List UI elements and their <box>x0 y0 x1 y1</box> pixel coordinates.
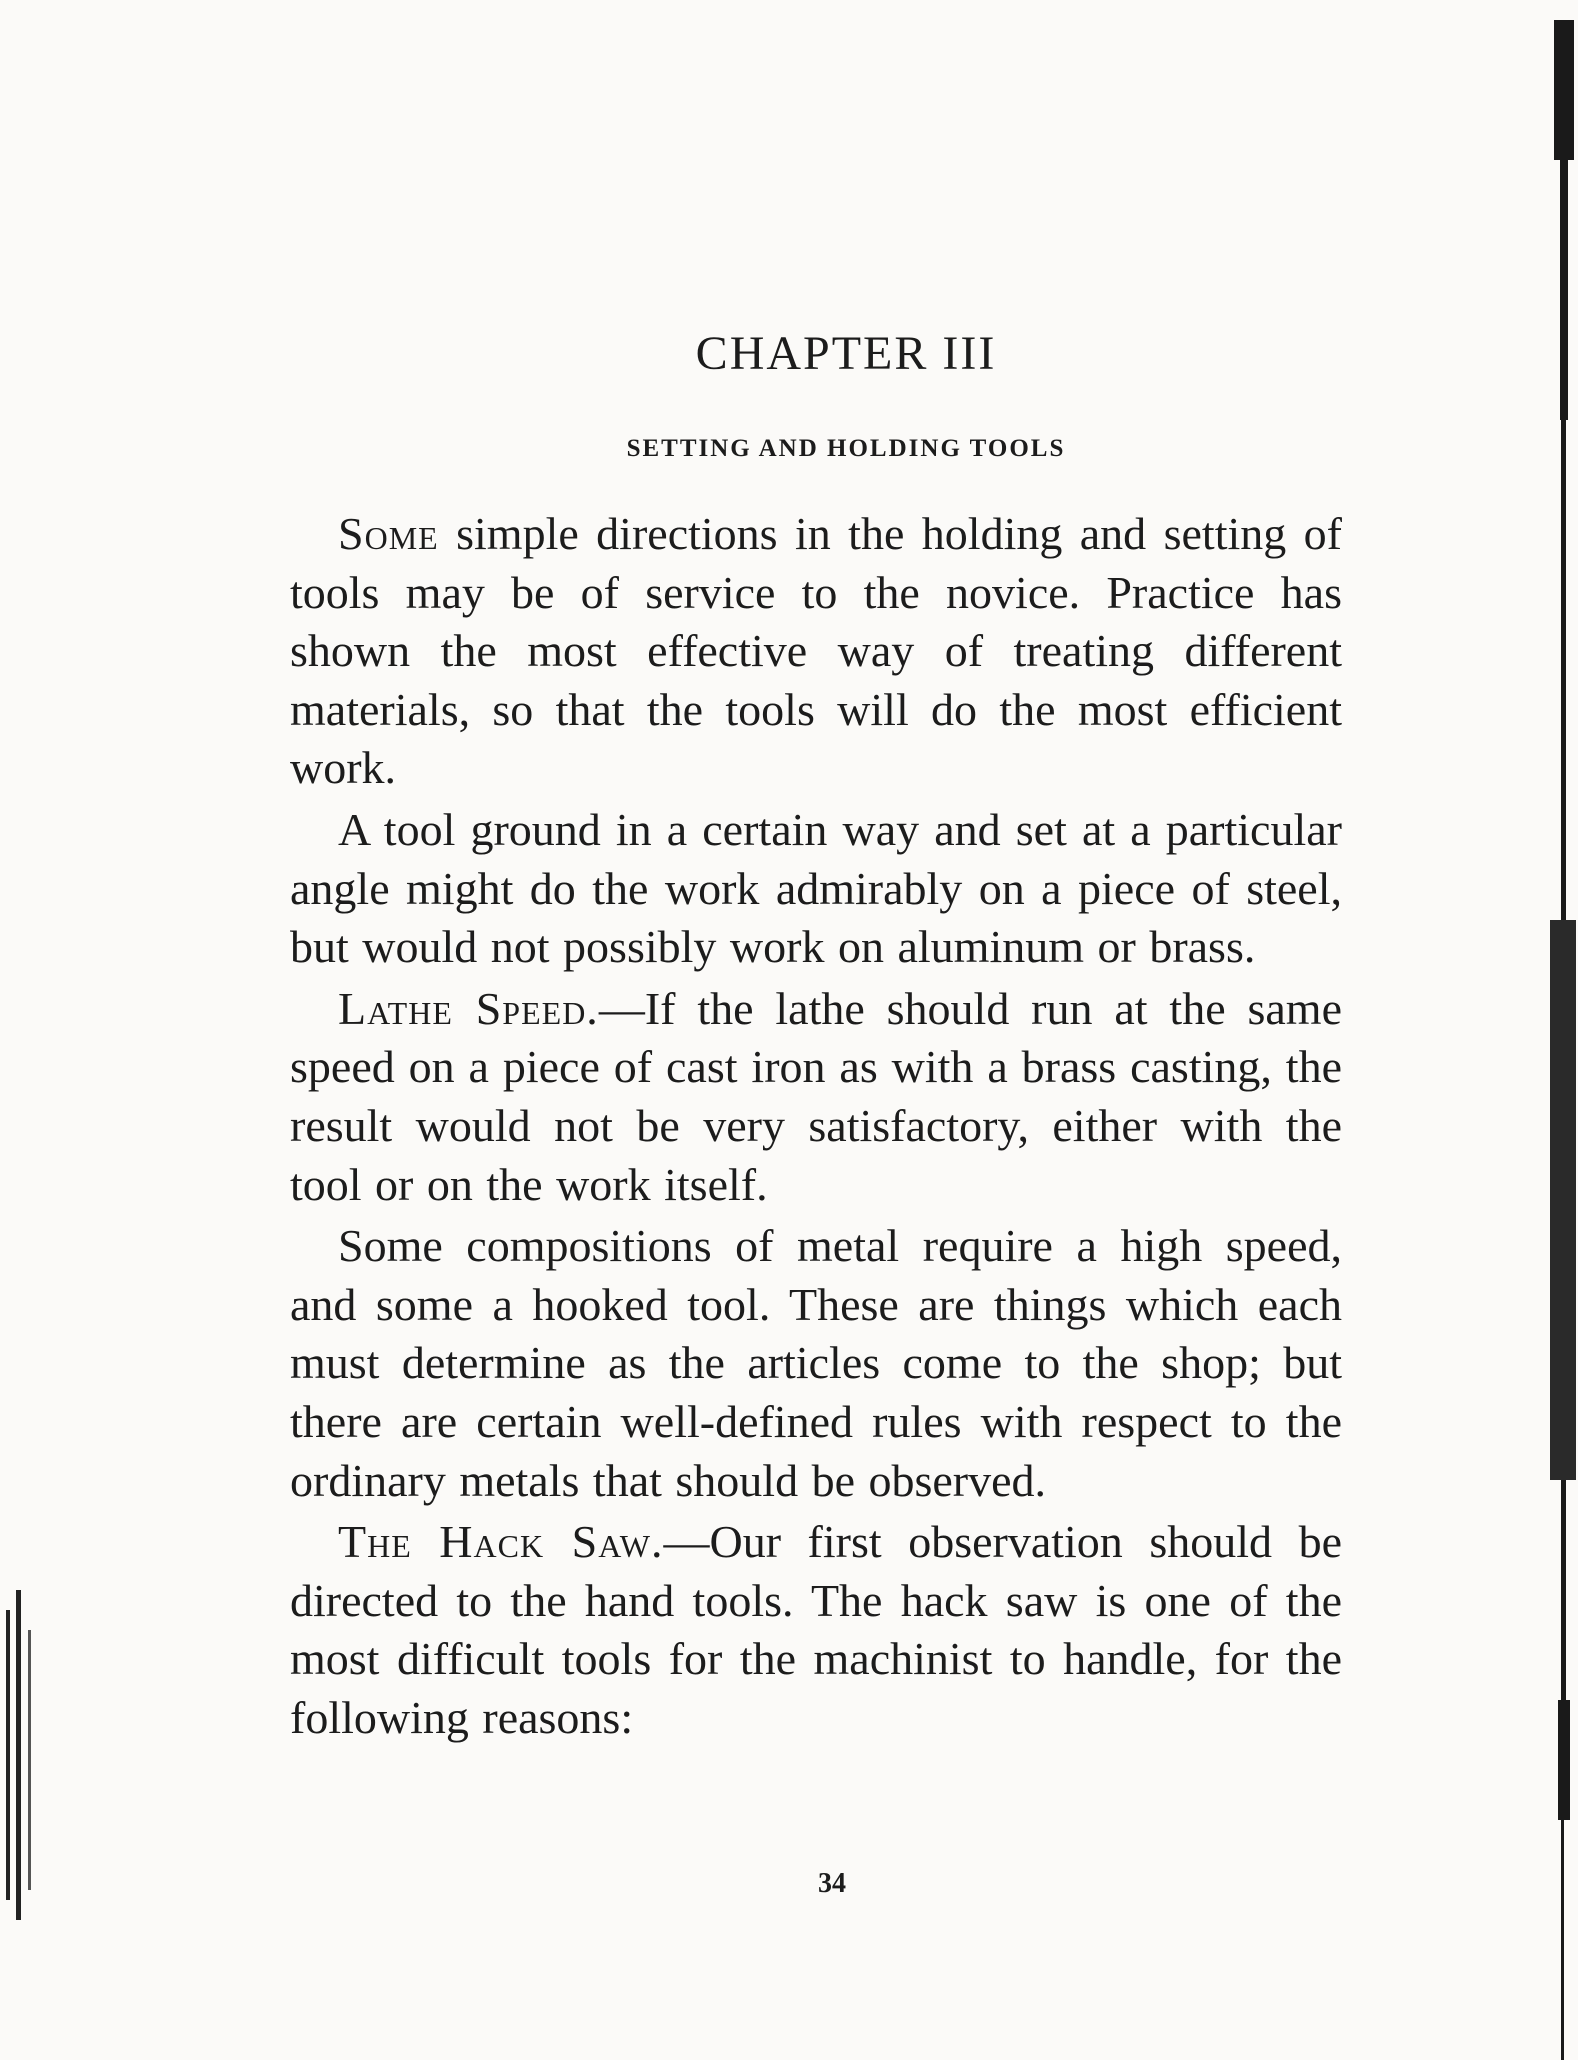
paragraph <box>290 1217 1342 1510</box>
paragraph <box>290 980 1342 1214</box>
paragraph <box>290 801 1342 977</box>
paragraph-text: Some compositions of metal require a high speed, and some a hooked tool. These are things which each must determine as the articles come to the shop; but there are certain well-defined rules with respect to the ordinary metals that should be observed. <box>290 1220 1342 1506</box>
paragraph-lead: The Hack Saw. <box>338 1516 664 1568</box>
paragraph-lead: Lathe Speed. <box>338 982 599 1034</box>
scan-edge-marks <box>0 1590 80 1920</box>
paragraph-text: A tool ground in a certain way and set at a particular angle might do the work admirably on a piece of steel, but would not possibly work on aluminum or brass. <box>290 803 1342 973</box>
body-text <box>290 505 1342 1750</box>
chapter-subtitle: SETTING AND HOLDING TOOLS <box>626 435 1066 462</box>
paragraph-text: —Our first observation should be directed to the hand tools. The hack saw is one of the most difficult tools for the machinist to handle, for the following reasons: <box>290 1516 1342 1743</box>
paragraph <box>290 1513 1342 1747</box>
paragraph-text: simple directions in the holding and setting of tools may be of service to the novice. Practice has shown the most effective way of treating different materials, so that the tools will do the most efficient work. <box>290 508 1342 794</box>
page-number: 34 <box>818 1868 846 1899</box>
paragraph <box>290 505 1342 798</box>
paragraph-text: —If the lathe should run at the same speed on a piece of cast iron as with a brass casting, the result would not be very satisfactory, either with the tool or on the work itself. <box>290 982 1342 1210</box>
chapter-title: CHAPTER III <box>695 327 997 380</box>
paragraph-lead: Some <box>338 508 439 559</box>
binding-edge-shadow <box>1544 20 1578 2060</box>
